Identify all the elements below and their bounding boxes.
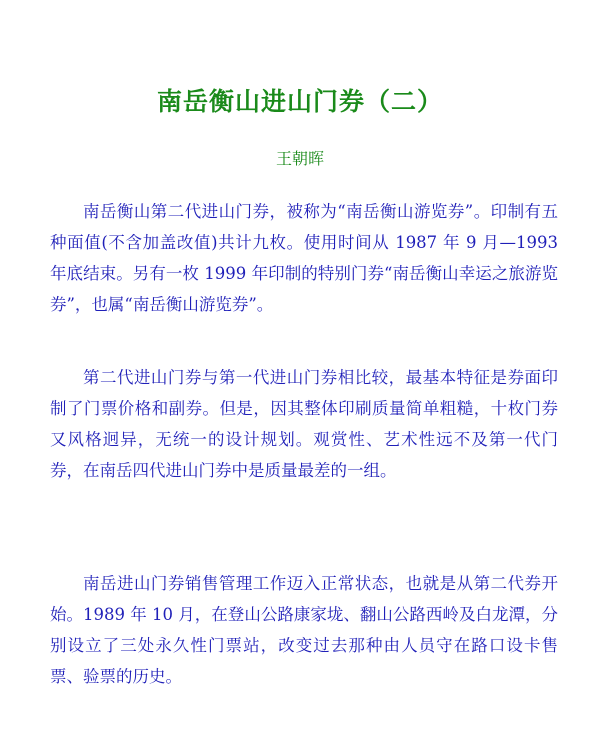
page-title: 南岳衡山进山门券（二） xyxy=(156,87,443,116)
paragraph-1: 南岳衡山第二代进山门券，被称为“南岳衡山游览券”。印制有五种面值(不含加盖改值)共计九枚。使用时间从 1987 年 9 月—1993 年底结束。另有一枚 1999 年印制的特别门券“南岳衡山幸运之旅游览券”，也属“南岳衡山游览券”。 xyxy=(50,202,558,314)
paragraph-2: 第二代进山门券与第一代进山门券相比较，最基本特征是券面印制了门票价格和副券。但是，因其整体印刷质量简单粗糙，十枚门券又风格迥异，无统一的设计规划。观赏性、艺术性远不及第一代门券，在南岳四代进山门券中是质量最差的一组。 xyxy=(50,368,558,480)
author-name: 王朝晖 xyxy=(275,149,324,168)
paragraph-3: 南岳进山门券销售管理工作迈入正常状态，也就是从第二代券开始。1989 年 10 月，在登山公路康家垅、翻山公路西岭及白龙潭，分别设立了三处永久性门票站，改变过去那种由人员守在路口设卡售票、验票的历史。 xyxy=(50,574,558,686)
